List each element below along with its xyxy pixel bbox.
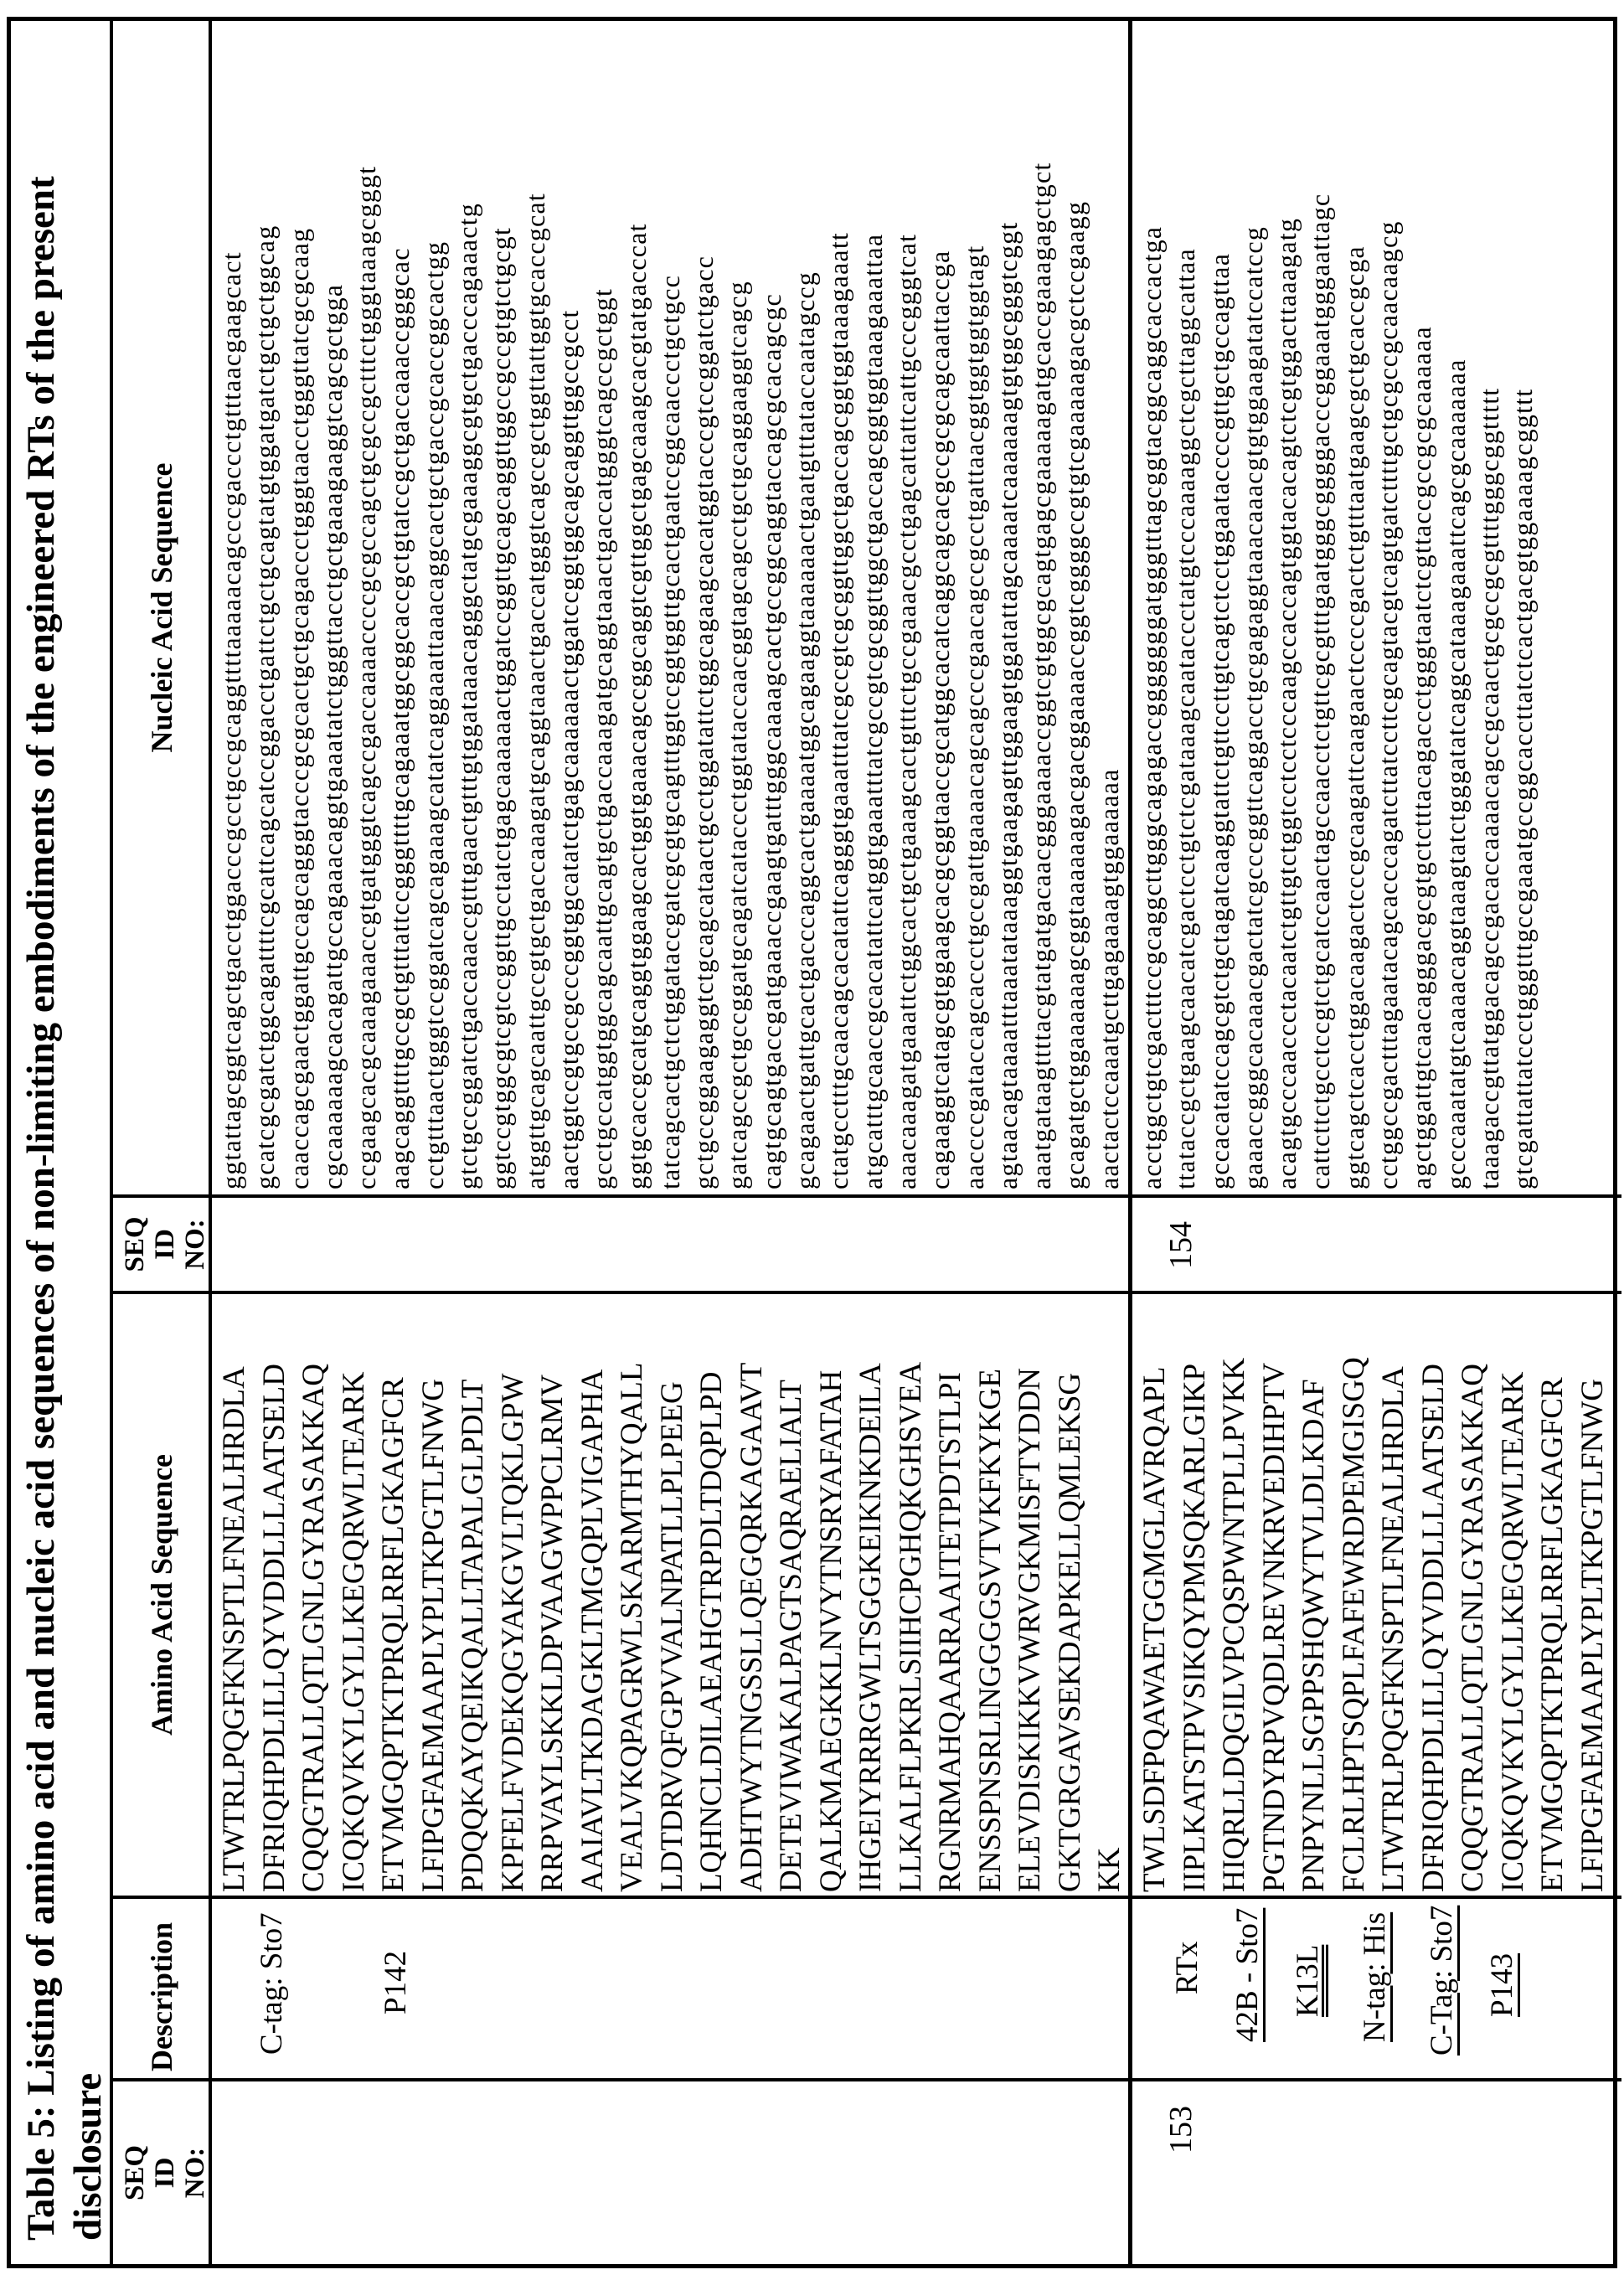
- header-seq-id2-l1: SEQ: [120, 1216, 150, 1272]
- header-seq-id2-l2: ID: [150, 1229, 180, 1260]
- description-item: K13L: [1291, 1944, 1325, 2017]
- header-seq-id-2: [118, 1198, 209, 1291]
- header-description: Description: [145, 1922, 178, 2071]
- title-separator-line: [110, 21, 113, 2264]
- header-amino-acid-sequence: Amino Acid Sequence: [145, 1453, 178, 1736]
- header-seq-id2-l3: NO:: [180, 1219, 210, 1270]
- description-item: N-tag: His: [1358, 1911, 1392, 2042]
- header-seq-id-l3: NO:: [180, 2147, 210, 2199]
- row1-amino-acid-sequence: LTWTRLPQGFKNSPTLFNEALHRDLA DFRIQHPDLILLQYVDDLLLAATSELD CQQGTRALLQTLGNLGYRASAKKAQ ICQKQVKYLGYLLKEGQRWLTEARK ETVMGQPTKTPRQLRRFLGKAGFCR LFIPGFAEMAAPLYPLTKPGTLFNWG PDQQKAYQEIKQALLTAPALGLPDLT KPFELFVDEKQGYAKGVLTQKLGPW RRPVAYLSKKLDPVAAGWPPCLRMV AAIAVLTKDAGKLTMGQPLVIGAPHA VEALVKQPAGRWLSKARMTHYQALL LDTDRVQFGPVVALNPATLLPLPEEG LQHNCLDILAEAHGTRPDLTDQPLPD ADHTWYTNGSSLLQEGQRKAGAAVT DETEVIWAKALPAGTSAQRAELIALT QALKMAEGKKLNVYTNSRYAFATAH IHGEIYRRRGWLTSGGKEIKNKDEILA LLKALFLPKRLSIIHCPGHQKGHSVEA RGNRMAHQAARRAAITETPDTSTLPI ENSSPNSRLINGGGGSVTVKFKYKGE ELEVDISKIKKVWRVGKMISFTYDDN GKTGRGAVSEKDAPKELLQMLEKSG KK: [217, 1361, 1126, 1892]
- row1-na-seq-id-cell: [212, 1198, 1128, 1291]
- row2-description-cell: [1132, 1899, 1621, 2078]
- description-item: P143: [1485, 1952, 1519, 2017]
- row1-seq-id-cell: [212, 2081, 1128, 2264]
- header-seq-id: [118, 2081, 209, 2264]
- table-title-line2: disclosure: [66, 2072, 110, 2241]
- table-frame: [7, 17, 1617, 2268]
- description-item: 42B - Sto7: [1230, 1907, 1265, 2042]
- description-item: P142: [379, 1950, 413, 2014]
- col-line-3: [110, 1291, 1621, 1294]
- row2-nucleic-acid-sequence: acctggctgtcgactttccgcaggcttgggcagagaccgggggggatgggtttagcggtacggcaggcaccactga ttataccgctgaagcaacatcgactcctgtctcgataaagcaataccctatgtcccaaaaggctcgcttaggcattaa gccacatatccagcgtctgctagatcaaggtattctgttccttgtcagtctcctggaataccccgttgctgccagttaa gaaaccgggcacaaacgactatcgcccggttcaggacctgcgagaggtaaacaaacgtgtggaagatatccatccg acagtgcccaaccctacaatctgttgtctggtcctcctcccaagccaccagtggtacacagtctcgtggacttaaagatg cattcttctgcctccgtctgcatccaactagccaacctctgttcgcgtttgaatgggcggggacccggaaatgggaattagc ggtcagctcacctggacaagactcccgcaagattcaagaactccccgactctgtttaatgaagcgctgcaccgcga cctggccgactttagaatacagcacccagatcttatccttcgcagtacgtcagtgatcttttgctgcgccgcaacaagcg agctggattgtcaacagggacgcgtgctctttacagaccctgggtaatctcgttaccgccgcgcaaaaaa gcccaaatatgtcaaaacaggtaaagtatctgggatatcaggcataaagaaattcagcgcaaaaaaa taaagaccgttatggacagccgacaccaaaacagccgcaactgcgccgcgttttgggcggttttt gtcgattattatccctgggtttgccgaaatgccggcaccttatctcactgacgtggaaaagcggttt: [1137, 193, 1539, 1189]
- header-seq-id-l1: SEQ: [120, 2144, 150, 2201]
- row2-seq-id-cell: 153: [1163, 2106, 1199, 2154]
- row1-nucleic-acid-sequence: ggtattagcggtcagctgacctggacccgcctgccgcaggttttaaaaacagcccgaccctgtttaacgaagcact gcatcgcgatctggcagattttcgcattcagcatccggacctgattctgctgcagtatgtggatgatctgctgctggcag caaccagcgaactggattgccagcagggtacccgcgcactgctgcagaccctgggtaacctgggttatcgcgcaag cgcaaaaaagcacagattgccagaaacaggtgaaatatctgggttacctgctgaaagaaggtcagcgctgga ccgaagcacgcaaagaaaccgtgatgggtcagccgaccaaaaccccgcgccagctgcgccgctttctgggtaaagcgggt aagcaggttttgccgctgtttattccgggttttgcagaaatggcggcaccgctgtatccgctgaccaaaccgggcac cctgtttaactgggtccggatcagcagaaagcatatcaggaaattaaacaggcactgctgaccgcaccggcactgg gtctgccggatctgaccaaaccgtttgaactgtttgtggataaacagggctatgcgaaaggcgtgctgacccagaaactg ggtccgtggcgtcgtccggttgcctatctgagcaaaaaactggatccggttgcagcaggttggccgccgtgtctgcgt atggttgcagcaattgccgtgctgaccaaagatgcaggtaaactgaccatgggtcagccgctggttattggtgcaccgcat aactggtccgtgccgcccggtggcatatctgagcaaaaaactggatccggtggcagcaggttggccgcct gcctgccatggtggcagcaattgcagtgctgaccaaagatgcaggtaaactgaccatgggtcagccgctggt ggtgcaccgcatgcaggtggaagcactggtgaaacagccggcaggtcgttggctgagcaaagcacgtatgacccat tatcagcactgctctggataccgatcgcgtgcagtttggtccggtggttgcactgaatccggcaaccctgctgcc gctgccggaagaggtctgcagcataactgcctggatattctggcagaagcacatggtacccgtccggatctgacc gatcagccgctgccggatgcagatcataccctggtataccaacggtagcagcctgctgcaggaaggtcagcg cagtgcagtgaccgatgaaaccgaagtgatttgggcaaaagcactgccggcaggtaccagcgcacagcgc gcagaactgattgcactgacccaggcactgaaaatggcagaaggtaaaaaactgaatgtttataccaatagccg ctatgcctttgcaacagcacatattcagggtgaaatttatcgccgtcgcggttggctgaccagcggtggtaaagaaatt atgcatttgcaaccgcacatattcatggtgaaatttatcgccgtcgcggttggctgaccagcggtggtaaagaaattaa aaacaaagatgaaattctggcactgctgaaagcactgtttctgccgaaacgcctgagcattattcattgcccgggtcat cagaaggtcatagcgtggaagcacgcggtaaccgcatggcacatcaggcagcacgccgcgcagcaattaccga aaccccgataccagcaccctgccgattgaaaacagcagcccgaacagccgcctgattaacggtggtggtggtagt agtaacagtaaaatttaaatataaaggtgaagagttggaagtggatattagcaaaatcaaaaaagtgtggcgggtcggt aaatgataagttttacgtatgatgacaacgggaaaaccggtcgtggcgcagtgagcgaaaaagatgcaccgaaagagctgct gcagatgctggaaaaaagcggtaaaaaagacgacggaaaaccggtcggggccgtgtcgaaaaagacgctccgaagg aactactccaaatgcttgagaaaagtggaaaaaa: [216, 162, 1124, 1189]
- header-seq-id-l2: ID: [150, 2157, 180, 2189]
- description-item: RTx: [1170, 1941, 1204, 1994]
- header-nucleic-acid-sequence: Nucleic Acid Sequence: [145, 462, 178, 753]
- row2-amino-acid-sequence: TWLSDFPQAWAETGGMGLAVRQAPL IIPLKATSTPVSIKQYPMSQKARLGIKP HIQRLLDQGILVPCQSPWNTPLLPVKK PGTNDYRPVQDLREVNKRVEDIHPTV PNPYNLLSGPPSHQWYTVLDLKDAF FCLRLHPTSQPLFAFEWRDPEMGISGQ LTWTRLPQGFKNSPTLFNEALHRDLA DFRIQHPDLILLQYVDDLLLAATSELD CQQGTRALLQTLGNLGYRASAKKAQ ICQKQVKYLGYLLKEGQRWLTEARK ETVMGQPTKTPRQLRRFLGKAGFCR LFIPGFAEMAAPLYPLTKPGTLFNWG: [1137, 1357, 1610, 1892]
- table-title-line1: Table 5: Listing of amino acid and nucleic acid sequences of non-limiting embodiments of the engineered RTs of the present: [19, 176, 63, 2241]
- table-title: [18, 46, 111, 2241]
- row2-na-seq-id-cell: 154: [1163, 1221, 1199, 1269]
- row1-description-cell: [212, 1899, 1128, 2078]
- description-item: C-Tag: Sto7: [1425, 1905, 1459, 2056]
- description-item: C-tag: Sto7: [255, 1912, 289, 2055]
